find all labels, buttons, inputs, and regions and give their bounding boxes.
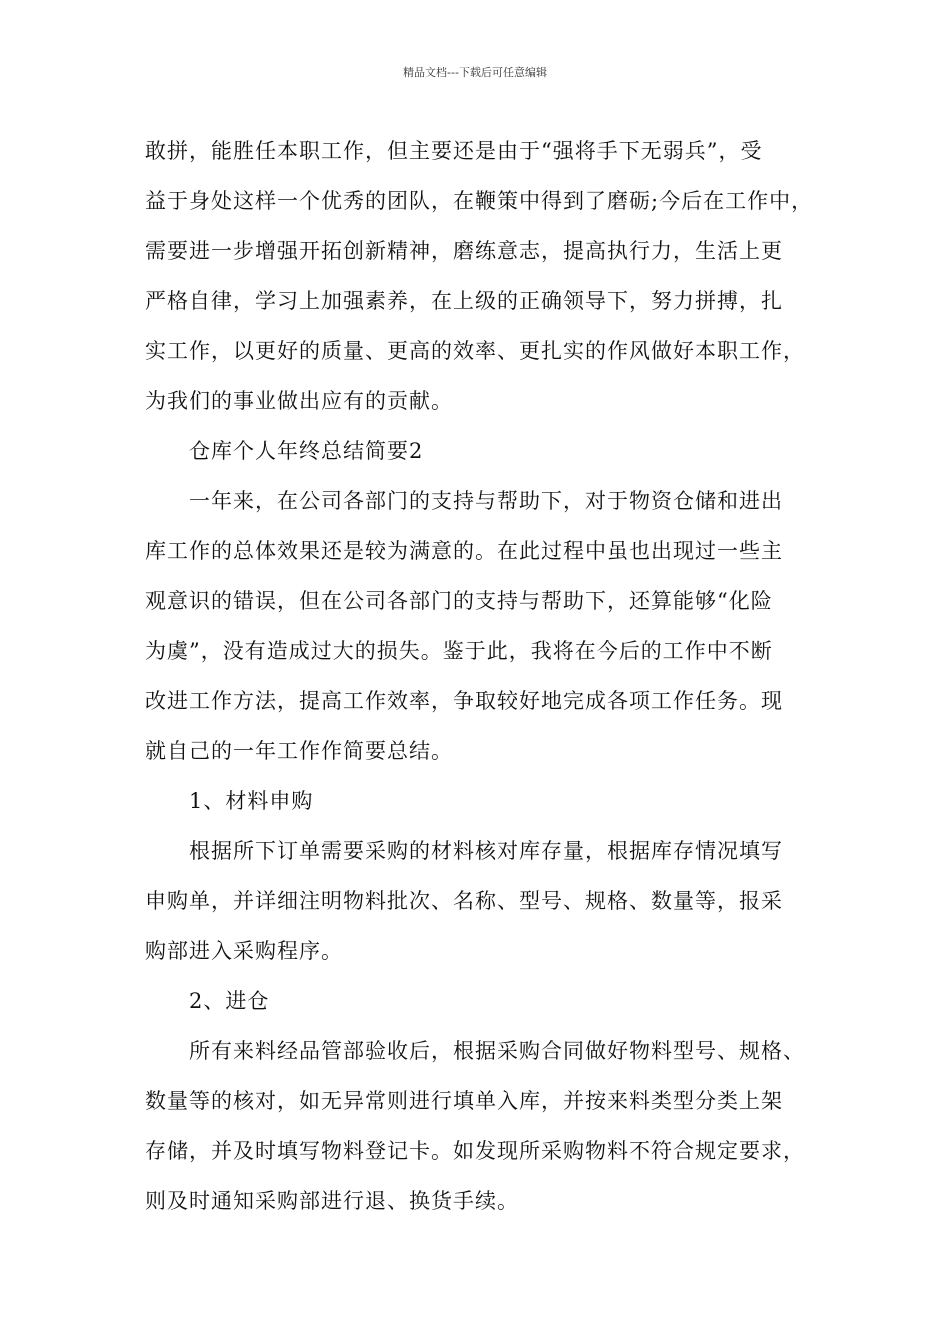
section-title: 仓库个人年终总结简要2	[189, 439, 424, 463]
text-line: 则及时通知采购部进行退、换货手续。	[145, 1189, 519, 1213]
text-line: 申购单，并详细注明物料批次、名称、型号、规格、数量等，报采	[145, 889, 783, 913]
text-line: 购部进入采购程序。	[145, 939, 343, 963]
subsection-heading: 2、进仓	[189, 989, 270, 1013]
text-line: 改进工作方法，提高工作效率，争取较好地完成各项工作任务。现	[145, 689, 783, 713]
paragraph-start: 根据所下订单需要采购的材料核对库存量，根据库存情况填写	[189, 839, 783, 863]
text-line: 严格自律，学习上加强素养，在上级的正确领导下，努力拼搏，扎	[145, 289, 783, 313]
text-line: 益于身处这样一个优秀的团队，在鞭策中得到了磨砺;今后在工作中，	[145, 189, 814, 213]
text-line: 为我们的事业做出应有的贡献。	[145, 389, 453, 413]
paragraph-start: 所有来料经品管部验收后，根据采购合同做好物料型号、规格、	[189, 1039, 805, 1063]
text-line: 就自己的一年工作作简要总结。	[145, 739, 453, 763]
text-line: 为虞”，没有造成过大的损失。鉴于此，我将在今后的工作中不断	[145, 639, 773, 663]
text-line: 实工作，以更好的质量、更高的效率、更扎实的作风做好本职工作，	[145, 339, 805, 363]
text-line: 库工作的总体效果还是较为满意的。在此过程中虽也出现过一些主	[145, 539, 783, 563]
page-header: 精品文档---下载后可任意编辑	[403, 66, 547, 79]
text-line: 存储，并及时填写物料登记卡。如发现所采购物料不符合规定要求，	[145, 1139, 805, 1163]
subsection-heading: 1、材料申购	[189, 789, 314, 813]
text-line: 数量等的核对，如无异常则进行填单入库，并按来料类型分类上架	[145, 1089, 783, 1113]
text-line: 需要进一步增强开拓创新精神，磨练意志，提高执行力，生活上更	[145, 239, 783, 263]
text-line: 敢拼，能胜任本职工作，但主要还是由于“强将手下无弱兵”，受	[145, 139, 763, 163]
text-line: 观意识的错误，但在公司各部门的支持与帮助下，还算能够“化险	[145, 589, 773, 613]
document-body	[145, 126, 827, 1226]
paragraph-start: 一年来，在公司各部门的支持与帮助下，对于物资仓储和进出	[189, 489, 783, 513]
